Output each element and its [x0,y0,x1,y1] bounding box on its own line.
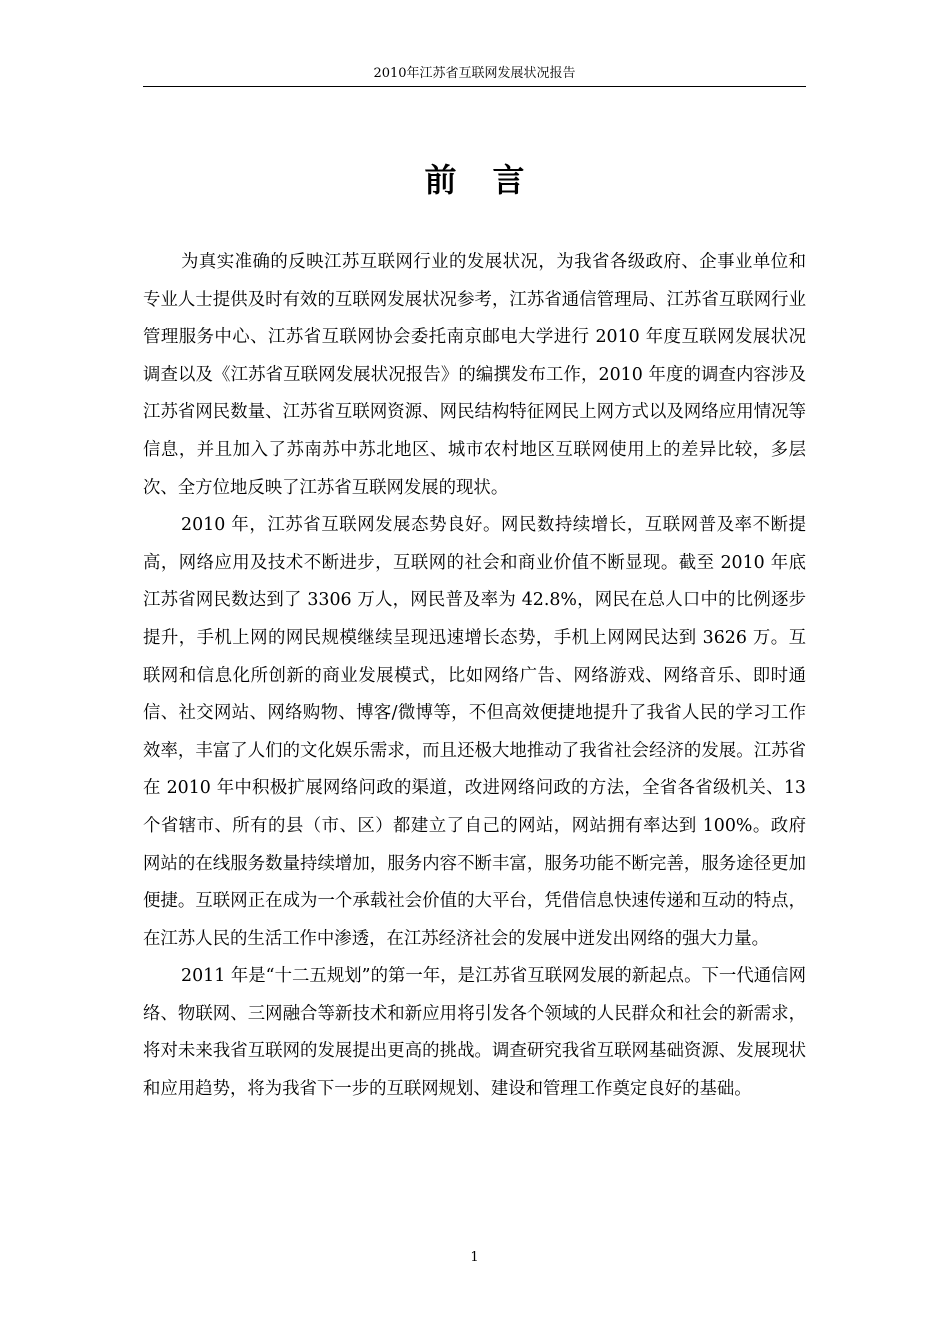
paragraph-3: 2011 年是“十二五规划”的第一年，是江苏省互联网发展的新起点。下一代通信网络、物联网、三网融合等新技术和新应用将引发各个领域的人民群众和社会的新需求，将对未来我省互联网的发展提出更高的挑战。调查研究我省互联网基础资源、发展现状和应用趋势，将为我省下一步的互联网规划、建设和管理工作奠定良好的基础。 [143,966,806,1100]
header-divider [143,86,806,87]
running-header: 2010年江苏省互联网发展状况报告 [373,66,576,81]
page-title: 前言 [424,161,561,199]
paragraph-2: 2010 年，江苏省互联网发展态势良好。网民数持续增长，互联网普及率不断提高，网络应用及技术不断进步，互联网的社会和商业价值不断显现。截至 2010 年底江苏省网民数达到了 3306 万人，网民普及率为 42.8%，网民在总人口中的比例逐步提升，手机上网的网民规模继续呈现迅速增长态势，手机上网网民达到 3626 万。互联网和信息化所创新的商业发展模式，比如网络广告、网络游戏、网络音乐、即时通信、社交网站、网络购物、博客/微博等，不但高效便捷地提升了我省人民的学习工作效率，丰富了人们的文化娱乐需求，而且还极大地推动了我省社会经济的发展。江苏省在 2010 年中积极扩展网络问政的渠道，改进网络问政的方法，全省各省级机关、13 个省辖市、所有的县（市、区）都建立了自己的网站，网站拥有率达到 100%。政府网站的在线服务数量持续增加，服务内容不断丰富，服务功能不断完善，服务途径更加便捷。互联网正在成为一个承载社会价值的大平台，凭借信息快速传递和互动的特点，在江苏人民的生活工作中渗透，在江苏经济社会的发展中迸发出网络的强大力量。 [143,515,806,949]
paragraph-1: 为真实准确的反映江苏互联网行业的发展状况，为我省各级政府、企事业单位和专业人士提供及时有效的互联网发展状况参考，江苏省通信管理局、江苏省互联网行业管理服务中心、江苏省互联网协会委托南京邮电大学进行 2010 年度互联网发展状况调查以及《江苏省互联网发展状况报告》的编撰发布工作，2010 年度的调查内容涉及江苏省网民数量、江苏省互联网资源、网民结构特征网民上网方式以及网络应用情况等信息，并且加入了苏南苏中苏北地区、城市农村地区互联网使用上的差异比较，多层次、全方位地反映了江苏省互联网发展的现状。 [143,252,806,498]
page-number: 1 [470,1250,479,1265]
document-body [143,244,806,1109]
